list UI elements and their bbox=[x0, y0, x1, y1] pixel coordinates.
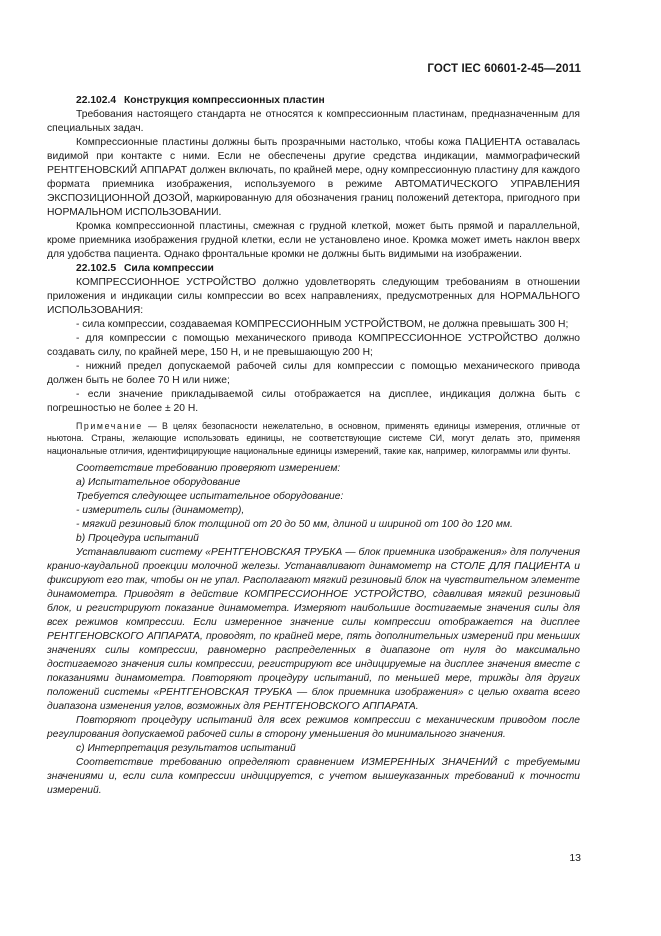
paragraph: Требования настоящего стандарта не относятся к компрессионным пластинам, предназначенным для специальных задач. bbox=[47, 109, 580, 134]
paragraph: Требуется следующее испытательное оборудование: bbox=[76, 491, 344, 503]
section-title: Конструкция компрессионных пластин bbox=[123, 95, 325, 106]
section-heading-22-102-4 bbox=[76, 94, 580, 108]
compliance-text: Соответствие требованию проверяют измерением: bbox=[76, 463, 341, 475]
section-number: 22.102.4 bbox=[76, 95, 117, 106]
section-heading-22-102-5 bbox=[76, 262, 580, 276]
list-item: - если значение прикладываемой силы отображается на дисплее, индикация должна быть с погрешностью не более ± 20 Н. bbox=[47, 389, 580, 414]
standard-header: ГОСТ IEC 60601-2-45—2011 bbox=[427, 63, 581, 75]
list-item: - для компрессии с помощью механического привода КОМПРЕССИОННОЕ УСТРОЙСТВО должно создавать силу, по крайней мере, 150 Н, и не превышающую 200 Н; bbox=[47, 333, 580, 358]
list-item: - измеритель силы (динамометр), bbox=[76, 505, 245, 517]
list-item: - мягкий резиновый блок толщиной от 20 до 50 мм, длиной и шириной от 100 до 120 мм. bbox=[76, 519, 513, 531]
page-number: 13 bbox=[569, 852, 581, 864]
list-item: - нижний предел допускаемой рабочей силы для компрессии с помощью механического привода должен быть не более 70 Н или ниже; bbox=[47, 361, 580, 386]
section-title: Сила компрессии bbox=[123, 263, 214, 274]
list-item: - сила компрессии, создаваемая КОМПРЕССИОННЫМ УСТРОЙСТВОМ, не должна превышать 300 Н; bbox=[76, 319, 569, 330]
subsection-title: c) Интерпретация результатов испытаний bbox=[76, 743, 296, 755]
paragraph: Повторяют процедуру испытаний для всех режимов компрессии с механическим приводом после регулирования допускаемой рабочей силы в сторону уменьшения до минимального значения. bbox=[47, 715, 580, 741]
paragraph: Устанавливают систему «РЕНТГЕНОВСКАЯ ТРУБКА — блок приемника изображения» для получения кранио-каудальной проекции молочной железы. Устанавливают динамометр на СТОЛЕ ДЛЯ ПАЦИЕНТА и фиксируют его так, чтобы он не упал. Располагают мягкий резиновый блок на чувствительном элементе динамометра. Приводят в действие КОМПРЕССИОННОЕ УСТРОЙСТВО, сдавливая мягкий резиновый блок, и регистрируют показание динамометра. Измеряют наибольшие достигаемые значения силы для всех режимов компрессии. Если измеренное значение силы компрессии отображается на дисплее РЕНТГЕНОВСКОГО АППАРАТА, проводят, по крайней мере, пять дополнительных измерений при меньших значениях силы компрессии, равномерно распределенных в диапазоне от нуля до максимально достигаемого значения силы компрессии, регистрируют все индицируемые на дисплее значения вместе с показаниями динамометра. Повторяют процедуру испытаний, по меньшей мере, трижды для других положений системы «РЕНТГЕНОВСКАЯ ТРУБКА — блок приемника изображения» с целью охвата всего диапазона изменения углов, возможных для РЕНТГЕНОВСКОГО АППАРАТА. bbox=[47, 547, 580, 713]
section-number: 22.102.5 bbox=[76, 263, 117, 274]
paragraph: Компрессионные пластины должны быть прозрачными настолько, чтобы кожа ПАЦИЕНТА оставалась видимой при контакте с ними. Если не обеспечены другие средства индикации, маммографический РЕНТГЕНОВСКИЙ АППАРАТ должен включать, по крайней мере, одну компрессионную пластину для каждого формата приемника изображения, используемого в режиме АВТОМАТИЧЕСКОГО УПРАВЛЕНИЯ ЭКСПОЗИЦИОННОЙ ДОЗОЙ, маркированную для обозначения границ положений детектора, пригодного при НОРМАЛЬНОМ ИСПОЛЬЗОВАНИИ. bbox=[47, 137, 580, 218]
note bbox=[47, 420, 580, 457]
paragraph: КОМПРЕССИОННОЕ УСТРОЙСТВО должно удовлетворять следующим требованиям в отношении приложения и индикации силы компрессии во всех направлениях, предусмотренных для НОРМАЛЬНОГО ИСПОЛЬЗОВАНИЯ: bbox=[47, 277, 580, 316]
note-label: Примечание bbox=[76, 421, 143, 431]
paragraph: Кромка компрессионной пластины, смежная с грудной клеткой, может быть прямой и параллельной, кроме приемника изображения грудной клетки, если не установлено иное. Кромка может иметь наклон вверх для удобства пациента. Однако фронтальные кромки не должны быть видимыми на изображении. bbox=[47, 221, 580, 260]
subsection-title: b) Процедура испытаний bbox=[76, 533, 199, 545]
paragraph: Соответствие требованию определяют сравнением ИЗМЕРЕННЫХ ЗНАЧЕНИЙ с требуемыми значениями и, если сила компрессии индицируется, с учетом вышеуказанных требований к точности измерений. bbox=[47, 757, 580, 797]
subsection-title: a) Испытательное оборудование bbox=[76, 477, 241, 489]
note-text: — В целях безопасности нежелательно, в основном, применять единицы измерения, отличные от ньютона. Страны, желающие использовать единицы, не соответствующие системе СИ, могут делать это, применяя национальные отличия, идентифицирующие национальные единицы измерений, такие как, например, килограммы или фунты. bbox=[47, 421, 580, 456]
document-body bbox=[47, 94, 580, 798]
